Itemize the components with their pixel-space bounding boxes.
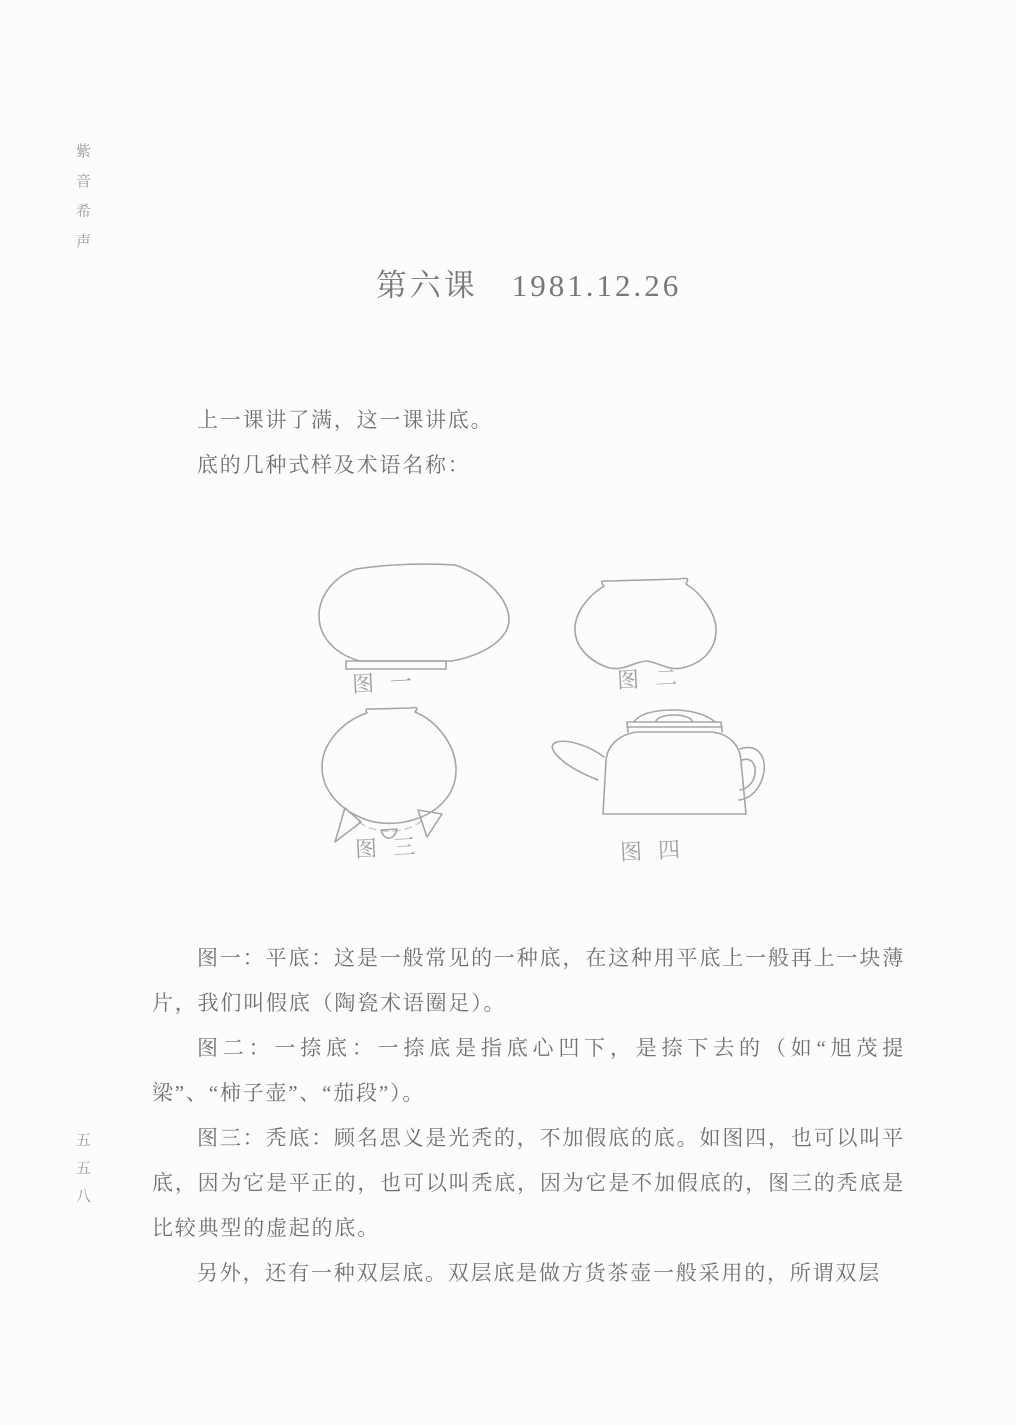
- paragraph: 另外，还有一种双层底。双层底是做方货茶壶一般采用的，所谓双层: [197, 1261, 881, 1285]
- flat-bottom-pot-icon: [314, 557, 524, 675]
- paragraph: 底的几种式样及术语名称：: [197, 453, 471, 477]
- paragraph: 图一：平底：这是一般常见的一种底，在这种用平底上一般再上一块薄片，我们叫假底（陶瓷术语圈足）。: [152, 946, 905, 1015]
- paragraph: 图二：一捺底：一捺底是指底心凹下，是捺下去的（如“旭茂提梁”、“柿子壶”、“茄段”）。: [152, 1036, 905, 1105]
- description-text-block: [152, 936, 905, 1296]
- teapot-icon: [540, 709, 765, 824]
- figure-1-label: 图一: [351, 668, 429, 697]
- lesson-title: 第六课 1981.12.26: [375, 268, 682, 303]
- figure-4-label: 图四: [619, 836, 697, 865]
- intro-text-block: [152, 398, 905, 488]
- page-number: 五五八: [74, 1132, 90, 1216]
- figure-1: [314, 557, 524, 677]
- figure-2-label: 图二: [616, 664, 694, 693]
- paragraph: 上一课讲了满，这一课讲底。: [197, 408, 494, 432]
- figure-2: [570, 572, 720, 672]
- paragraph: 图三：秃底：顾名思义是光秃的，不加假底的底。如图四，也可以叫平底，因为它是平正的，也可以叫秃底，因为它是不加假底的，图三的秃底是比较典型的虚起的底。: [152, 1126, 905, 1240]
- pressed-bottom-pot-icon: [570, 572, 720, 672]
- figure-3-label: 图三: [354, 833, 432, 862]
- margin-book-title: 紫音希声: [74, 143, 90, 263]
- figure-4: [540, 709, 765, 824]
